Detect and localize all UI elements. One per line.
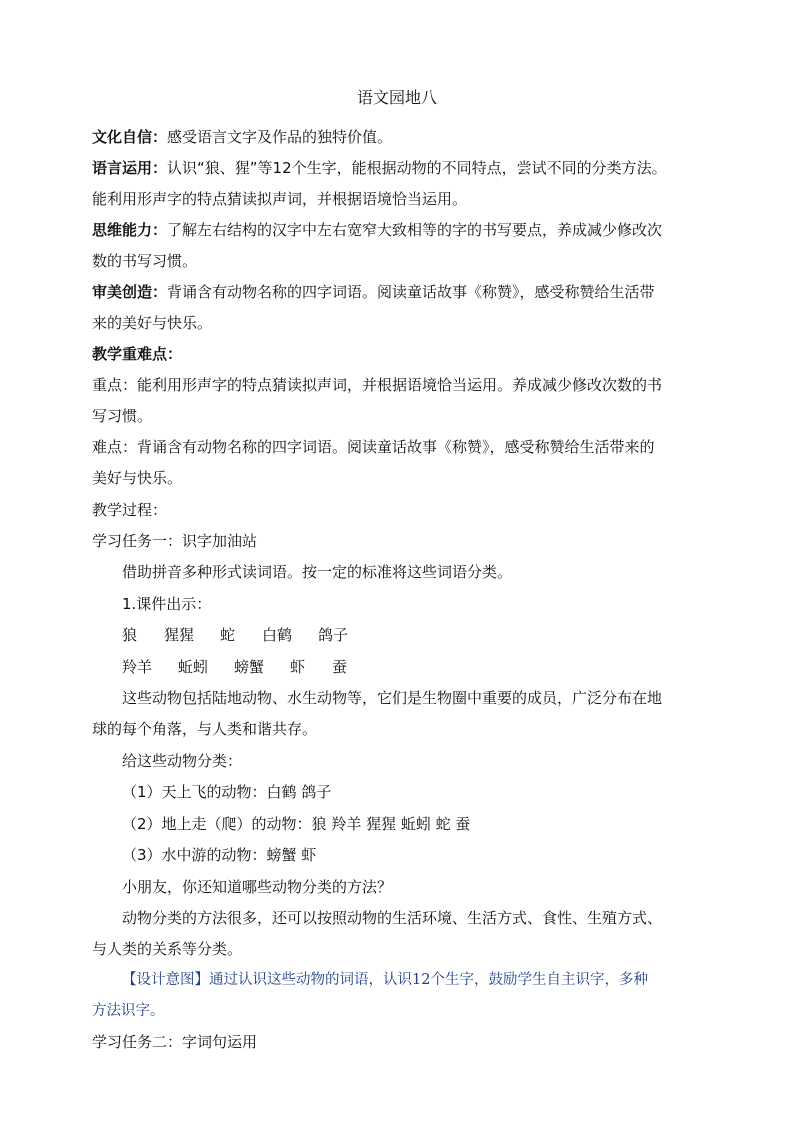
objective-text: 感受语言文字及作品的独特价值。 (167, 128, 393, 146)
word-item: 螃蟹 (234, 658, 265, 676)
word-item: 蛇 (220, 626, 236, 644)
word-item: 蚯蚓 (178, 658, 209, 676)
objective-culture (92, 126, 392, 148)
word-row (122, 624, 348, 646)
objective-thinking-cont: 数的书写习惯。 (92, 252, 198, 270)
answer-line: 动物分类的方法很多，还可以按照动物的生活环境、生活方式、食性、生殖方式、 (122, 909, 663, 927)
objective-label: 审美创造： (92, 283, 168, 301)
difficult-point-line: 美好与快乐。 (92, 469, 183, 487)
process-heading: 教学过程： (92, 501, 168, 519)
design-intent: 【设计意图】通过认识这些动物的词语，认识12个生字，鼓励学生自主识字，多种 (122, 972, 648, 988)
key-point-line: 写习惯。 (92, 407, 153, 425)
objective-language (92, 157, 667, 179)
design-intent: 方法识字。 (92, 1003, 165, 1019)
objective-aesthetic-cont: 来的美好与快乐。 (92, 314, 213, 332)
objective-text: 了解左右结构的汉字中左右宽窄大致相等的字的书写要点，养成减少修改次 (167, 221, 663, 239)
word-item: 猩猩 (164, 626, 195, 644)
paragraph-line: 球的每个角落，与人类和谐共存。 (92, 720, 318, 738)
word-item: 蚕 (332, 658, 348, 676)
word-row (122, 656, 347, 678)
question-line: 小朋友，你还知道哪些动物分类的方法？ (122, 878, 393, 896)
courseware-label: 1.课件出示： (122, 595, 212, 613)
key-points-heading: 教学重难点： (92, 345, 183, 363)
category-flying: （1）天上飞的动物：白鹤 鸽子 (122, 783, 332, 801)
objective-label: 文化自信： (92, 128, 168, 146)
objective-thinking (92, 219, 662, 241)
objective-language-cont: 能利用形声字的特点猜读拟声词，并根据语境恰当运用。 (92, 190, 468, 208)
category-water: （3）水中游的动物：螃蟹 虾 (122, 846, 317, 864)
word-item: 羚羊 (122, 658, 153, 676)
objective-text: 背诵含有动物名称的四字词语。阅读童话故事《称赞》，感受称赞给生活带 (167, 283, 655, 301)
task2-heading: 学习任务二：字词句运用 (92, 1033, 258, 1051)
objective-aesthetic (92, 281, 655, 303)
objective-text: 认识“狼、猩”等12个生字，能根据动物的不同特点，尝试不同的分类方法。 (167, 159, 667, 177)
answer-line: 与人类的关系等分类。 (92, 940, 243, 958)
key-point-line: 重点：能利用形声字的特点猜读拟声词，并根据语境恰当运用。养成减少修改次数的书 (92, 376, 663, 394)
word-item: 虾 (290, 658, 306, 676)
difficult-point-line: 难点：背诵含有动物名称的四字词语。阅读童话故事《称赞》，感受称赞给生活带来的 (92, 438, 655, 456)
word-item: 白鹤 (262, 626, 293, 644)
paragraph-line: 这些动物包括陆地动物、水生动物等，它们是生物圈中重要的成员，广泛分布在地 (122, 689, 663, 707)
task1-heading: 学习任务一：识字加油站 (92, 532, 258, 550)
page-title: 语文园地八 (356, 88, 437, 107)
classify-label: 给这些动物分类： (122, 752, 243, 770)
word-item: 鸽子 (318, 626, 349, 644)
objective-label: 思维能力： (92, 221, 168, 239)
category-land: （2）地上走（爬）的动物：狼 羚羊 猩猩 蚯蚓 蛇 蚕 (122, 815, 471, 833)
word-item: 狼 (122, 626, 138, 644)
objective-label: 语言运用： (92, 159, 168, 177)
task1-intro: 借助拼音多种形式读词语。按一定的标准将这些词语分类。 (122, 563, 513, 581)
